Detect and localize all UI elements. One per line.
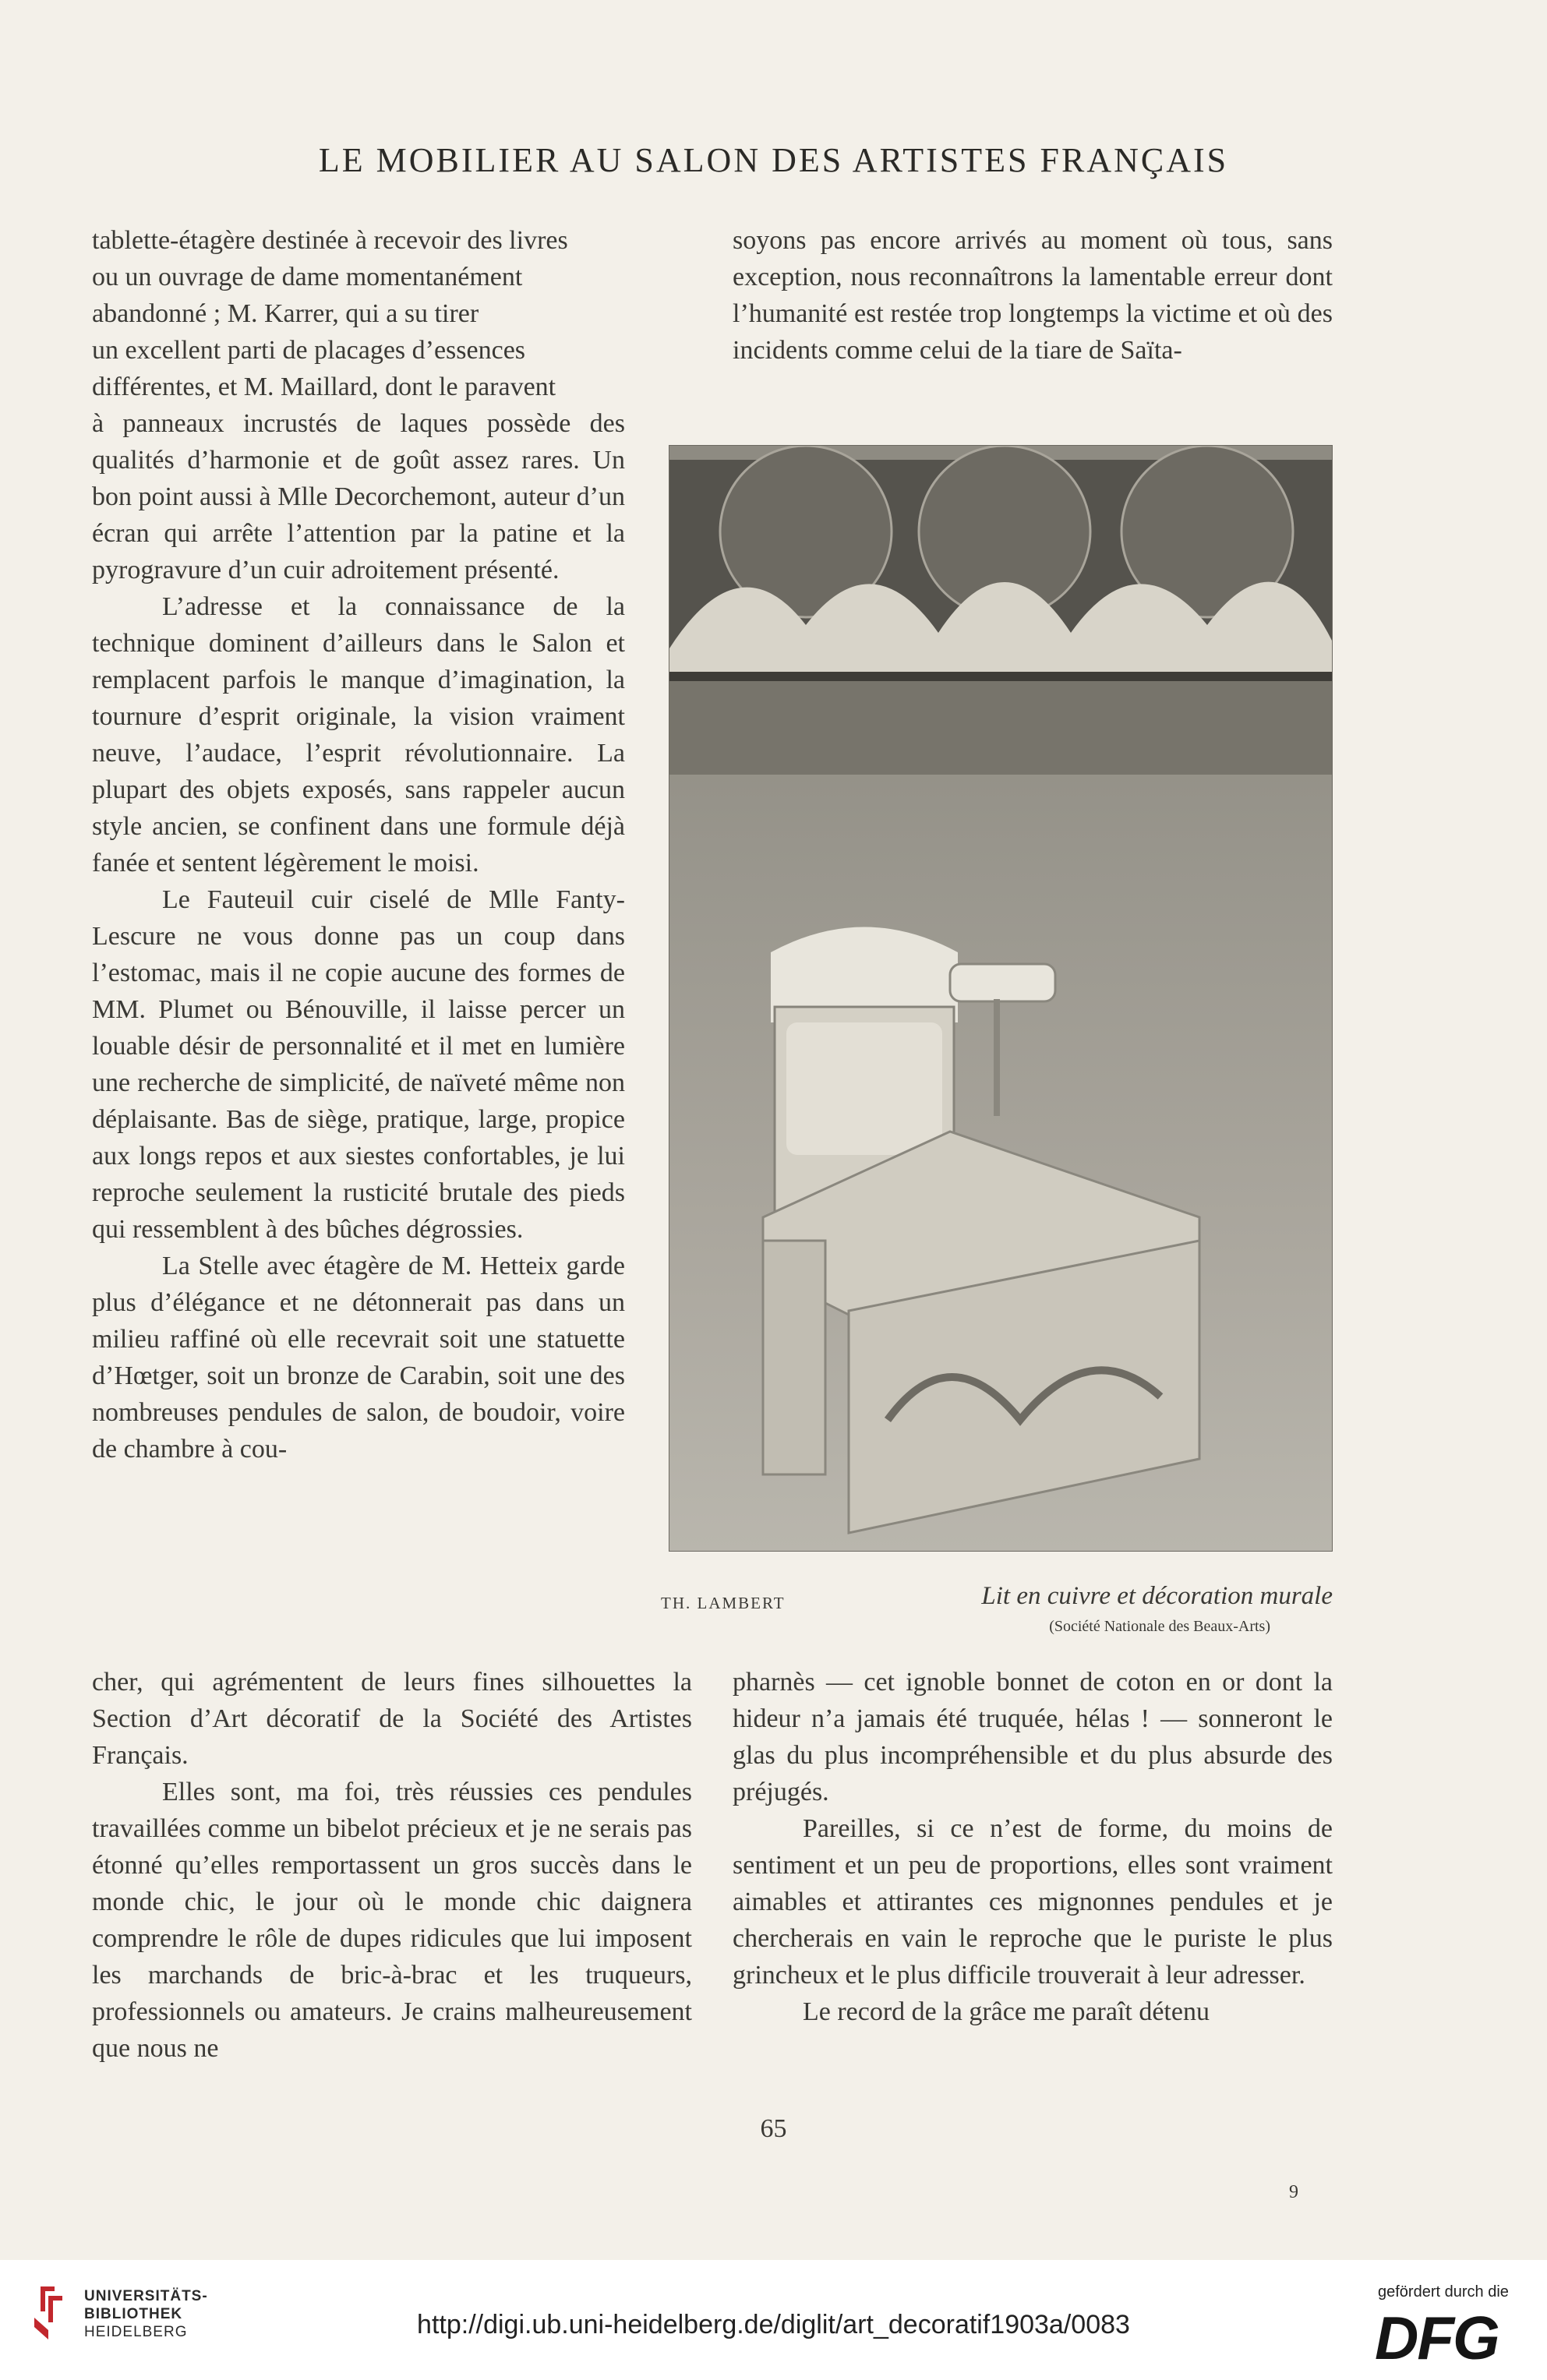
left-column-top <box>92 222 692 405</box>
paragraph: Le Fauteuil cuir ciselé de Mlle Fanty-Lescure ne vous donne pas un coup dans l’estomac, mais il ne copie aucune des formes de MM. Plumet ou Bénouville, il laisse percer un louable désir de personnalité et il met en lumière une recherche de simplicité, de naïveté même non déplaisante. Bas de siège, pratique, large, propice aux longs repos et aux siestes confortables, je lui reproche seulement la rusticité brutale des pieds qui ressemblent à des bûches dégrossies. <box>92 885 625 1244</box>
paragraph: La Stelle avec étagère de M. Hetteix garde plus d’élégance et ne détonnerait pas dans un milieu raffiné où elle recevrait soit une statuette d’Hœtger, soit un bronze de Carabin, soit une des nombreuses pendules de salon, de boudoir, voire de chambre à cou- <box>92 1252 625 1464</box>
text-line: différentes, et M. Maillard, dont le paravent <box>92 373 556 401</box>
text-line: abandonné ; M. Karrer, qui a su tirer <box>92 299 479 328</box>
dfg-logo: DFG <box>1375 2304 1499 2372</box>
page-number: 65 <box>760 2114 787 2143</box>
furniture-photograph <box>669 445 1333 1552</box>
signature-mark: 9 <box>1289 2182 1298 2202</box>
right-column-top <box>733 222 1333 369</box>
library-line: UNIVERSITÄTS- <box>84 2288 208 2304</box>
paragraph: pharnès — cet ignoble bonnet de coton en or dont la hideur n’a jamais été truquée, hélas ! — sonneront le glas du plus incompréhensible et du plus absurde des préjugés. <box>733 1668 1333 1806</box>
photo-credit: TH. LAMBERT <box>661 1594 786 1612</box>
figure-caption: Lit en cuivre et décoration murale <box>981 1582 1333 1610</box>
funding-label: gefördert durch die <box>1378 2283 1509 2301</box>
paragraph: Le record de la grâce me paraît détenu <box>803 1997 1210 2026</box>
figure-source: (Société Nationale des Beaux-Arts) <box>1049 1618 1270 1635</box>
left-column-bottom <box>92 1664 692 2067</box>
paragraph: Pareilles, si ce n’est de forme, du moins de sentiment et un peu de proportions, elles sont vraiment aimables et attirantes ces mignonnes pendules et je chercherais en vain le reproche que le puriste le plus grincheux et le plus difficile trouverait à leur adresser. <box>733 1814 1333 1990</box>
right-column-bottom <box>733 1664 1333 2030</box>
library-line: HEIDELBERG <box>84 2324 188 2340</box>
text-line: un excellent parti de placages d’essences <box>92 336 526 365</box>
text-line: ou un ouvrage de dame momentanément <box>92 263 523 291</box>
bed-and-mural-illustration <box>669 446 1332 1551</box>
left-column-narrow <box>92 405 625 1467</box>
paragraph: soyons pas encore arrivés au moment où tous, sans exception, nous reconnaîtrons la lamentable erreur dont l’humanité est restée trop longtemps la victime et où des incidents comme celui de la tiare de Saïta- <box>733 226 1333 365</box>
permalink[interactable]: http://digi.ub.uni-heidelberg.de/diglit/art_decoratif1903a/0083 <box>417 2310 1130 2339</box>
running-title: LE MOBILIER AU SALON DES ARTISTES FRANÇAIS <box>318 141 1229 179</box>
paragraph: Elles sont, ma foi, très réussies ces pendules travaillées comme un bibelot précieux et je ne serais pas étonné qu’elles remportassent un gros succès dans le monde chic, le jour où le monde chic daignera comprendre le rôle de dupes ridicules que lui imposent les marchands de bric-à-brac et les truqueurs, professionnels ou amateurs. Je crains malheureusement que nous ne <box>92 1778 692 2063</box>
paragraph: cher, qui agrémentent de leurs fines silhouettes la Section d’Art décoratif de la Société des Artistes Français. <box>92 1668 692 1770</box>
paragraph: L’adresse et la connaissance de la technique dominent d’ailleurs dans le Salon et remplacent parfois le manque d’imagination, la tournure d’esprit originale, la vision vraiment neuve, l’audace, l’esprit révolutionnaire. La plupart des objets exposés, sans rappeler aucun style ancien, se confinent dans une formule déjà fanée et sentent légèrement le moisi. <box>92 592 625 877</box>
library-line: BIBLIOTHEK <box>84 2306 183 2322</box>
paragraph: à panneaux incrustés de laques possède des qualités d’harmonie et de goût assez rares. Un bon point aussi à Mlle Decorchemont, auteur d’un écran qui arrête l’attention par la patine et la pyrogravure d’un cuir adroitement présenté. <box>92 409 625 584</box>
text-line: tablette-étagère destinée à recevoir des livres <box>92 226 568 255</box>
